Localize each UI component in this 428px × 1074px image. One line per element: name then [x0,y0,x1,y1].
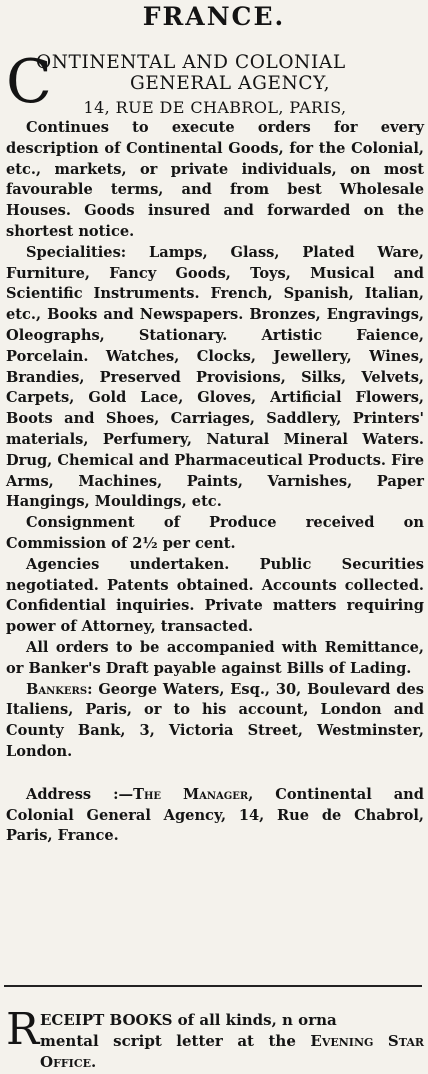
intro-paragraph: Continues to execute orders for every description of Continental Goods, for the Colonial, etc., markets, or private individuals, on most favourable terms, and from best Wholesale Houses. Goods insured and forwarded on the shortest notice. [6,119,424,240]
column-divider-rule [4,985,422,987]
headline-line-2: GENERAL AGENCY, [129,73,331,94]
agency-address: 14, RUE DE CHABROL, PARIS, [83,98,347,117]
agencies-paragraph: Agencies undertaken. Public Securities negotiated. Patents obtained. Accounts collected. Confidential inquiries. Private matters requiring power of Attorney, transacted. [6,555,424,636]
headline-line-1: ONTINENTAL AND COLONIAL [36,52,346,73]
agency-advertisement [6,47,424,847]
section-heading: FRANCE. [142,2,286,31]
bankers-text: George Waters, Esq., 30, Boulevard des Italiens, Paris, or to his account, London and County Bank, 3, Victoria Street, Westminster, London. [6,680,424,760]
receipt-line-2-text: mental script letter at the [40,1032,311,1050]
address-paragraph [6,785,424,847]
bankers-paragraph [6,680,424,763]
orders-paragraph: All orders to be accompanied with Remittance, or Banker's Draft payable against Bills of Lading. [6,638,424,677]
drop-cap: R [6,1004,40,1055]
drop-cap: C [6,47,52,117]
address-manager: The Manager, [133,785,254,803]
address-label: Address :— [26,785,134,803]
office-name: Evening Star Office. [40,1032,424,1071]
receipt-line-2 [40,1031,424,1073]
specialities-paragraph: Specialities: Lamps, Glass, Plated Ware, Furniture, Fancy Goods, Toys, Musical and Scientific Instruments. French, Spanish, Italian, etc., Books and Newspapers. Bronzes, Engravings, Oleographs, Stationary. Artistic Faience, Porcelain. Watches, Clocks, Jewellery, Wines, Brandies, Preserved Provisions, Silks, Velvets, Carpets, Gold Lace, Gloves, Artificial Flowers, Boots and Shoes, Carriages, Saddlery, Printers' materials, Perfumery, Natural Mineral Waters. Drug, Chemical and Pharmaceutical Products. Fire Arms, Machines, Paints, Varnishes, Paper Hangings, Mouldings, etc. [6,243,424,511]
address-text: Continental and Colonial General Agency, 14, Rue de Chabrol, Paris, France. [6,785,424,845]
consignment-paragraph: Consignment of Produce received on Commission of 2½ per cent. [6,514,424,552]
receipt-line-1: ECEIPT BOOKS of all kinds, n orna [40,1011,337,1029]
bankers-label: Bankers: [26,680,93,698]
receipt-books-advertisement [6,1004,424,1073]
